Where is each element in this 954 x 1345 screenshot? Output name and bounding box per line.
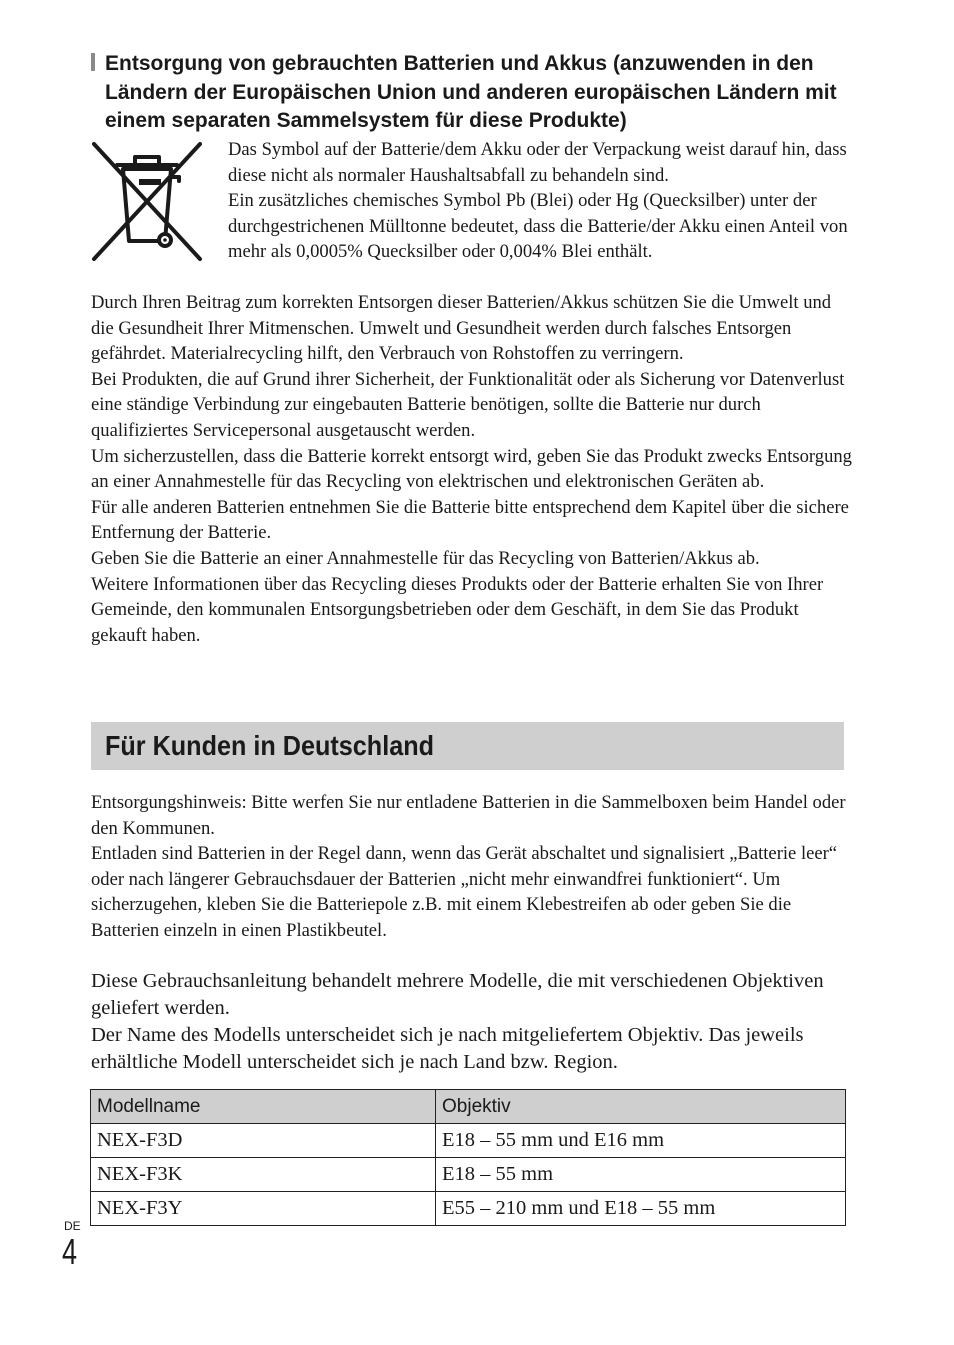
germany-section-title: Für Kunden in Deutschland (105, 730, 435, 761)
body-paragraph: Bei Produkten, die auf Grund ihrer Sicherheit, der Funktionalität oder als Sicherung vor Datenverlust eine ständige Verbindung zur eingebauten Batterie benötigen, sollte die Batterie nur durch qualifiziertes Servicepersonal ausgetauscht werden. (91, 368, 845, 441)
body-paragraph: Um sicherzustellen, dass die Batterie korrekt entsorgt wird, geben Sie das Produkt zwecks Entsorgung an einer Annahmestelle für das Recycling von elektrischen und elektronischen Geräten ab. (91, 445, 852, 493)
models-intro (91, 968, 851, 1076)
column-header-lens: Objektiv (436, 1090, 846, 1124)
table-row (91, 1158, 846, 1192)
table-row (91, 1192, 846, 1226)
models-intro-paragraph: Der Name des Modells unterscheidet sich je nach mitgeliefertem Objektiv. Das jeweils erhältliche Modell unterscheidet sich je nach Land bzw. Region. (91, 1024, 804, 1073)
models-table (90, 1089, 846, 1226)
lens-cell: E55 – 210 mm und E18 – 55 mm (436, 1192, 846, 1226)
battery-disposal-heading: Entsorgung von gebrauchten Batterien und Akkus (anzuwenden in den Ländern der Europäischen Union und anderen europäischen Ländern mit einem separaten Sammelsystem für diese Produkte) (105, 52, 837, 132)
table-header-row (91, 1090, 846, 1124)
body-paragraph: Entladen sind Batterien in der Regel dann, wenn das Gerät abschaltet und signalisiert „Batterie leer“ oder nach längerer Gebrauchsdauer der Batterien „nicht mehr einwandfrei funktioniert“. Um sicherzugehen, kleben Sie die Batteriepole z.B. mit einem Klebestreifen ab oder geben Sie die Batterien einzeln in einen Plastikbeutel. (91, 843, 838, 941)
battery-symbol-explanation (228, 137, 858, 265)
page-language-label: DE (64, 1219, 81, 1233)
body-paragraph: Geben Sie die Batterie an einer Annahmestelle für das Recycling von Batterien/Akkus ab. (91, 547, 760, 569)
model-name-cell: NEX-F3K (91, 1158, 436, 1192)
models-intro-paragraph: Diese Gebrauchsanleitung behandelt mehrere Modelle, die mit verschiedenen Objektiven geliefert werden. (91, 970, 824, 1019)
battery-disposal-body (91, 290, 856, 648)
column-header-model: Modellname (91, 1090, 436, 1124)
section-banner (91, 722, 844, 770)
body-paragraph: Entsorgungshinweis: Bitte werfen Sie nur entladene Batterien in die Sammelboxen beim Handel oder den Kommunen. (91, 792, 846, 839)
germany-section-body (91, 790, 856, 944)
lens-cell: E18 – 55 mm und E16 mm (436, 1124, 846, 1158)
model-name-cell: NEX-F3Y (91, 1192, 436, 1226)
intro-paragraph: Das Symbol auf der Batterie/dem Akku oder der Verpackung weist darauf hin, dass diese nicht als normaler Haushaltsabfall zu behandeln sind. (228, 139, 847, 186)
lens-cell: E18 – 55 mm (436, 1158, 846, 1192)
model-name-cell: NEX-F3D (91, 1124, 436, 1158)
crossed-out-wheelie-bin-icon (91, 141, 203, 262)
intro-paragraph: Ein zusätzliches chemisches Symbol Pb (Blei) oder Hg (Quecksilber) unter der durchgestrichenen Mülltonne bedeutet, dass die Batterie/der Akku einen Anteil von mehr als 0,0005% Quecksilber oder 0,004% Blei enthält. (228, 190, 848, 263)
body-paragraph: Durch Ihren Beitrag zum korrekten Entsorgen dieser Batterien/Akkus schützen Sie die Umwelt und die Gesundheit Ihrer Mitmenschen. Umwelt und Gesundheit werden durch falsches Entsorgen gefährdet. Materialrecycling hilft, den Verbrauch von Rohstoffen zu verringern. (91, 292, 832, 365)
table-row (91, 1124, 846, 1158)
body-paragraph: Weitere Informationen über das Recycling dieses Produkts oder der Batterie erhalten Sie von Ihrer Gemeinde, den kommunalen Entsorgungsbetrieben oder dem Geschäft, in dem Sie das Produkt gekauft haben. (91, 573, 824, 646)
body-paragraph: Für alle anderen Batterien entnehmen Sie die Batterie bitte entsprechend dem Kapitel über die sichere Entfernung der Batterie. (91, 496, 849, 544)
page-number: 4 (62, 1231, 78, 1272)
heading-marker (91, 53, 95, 71)
